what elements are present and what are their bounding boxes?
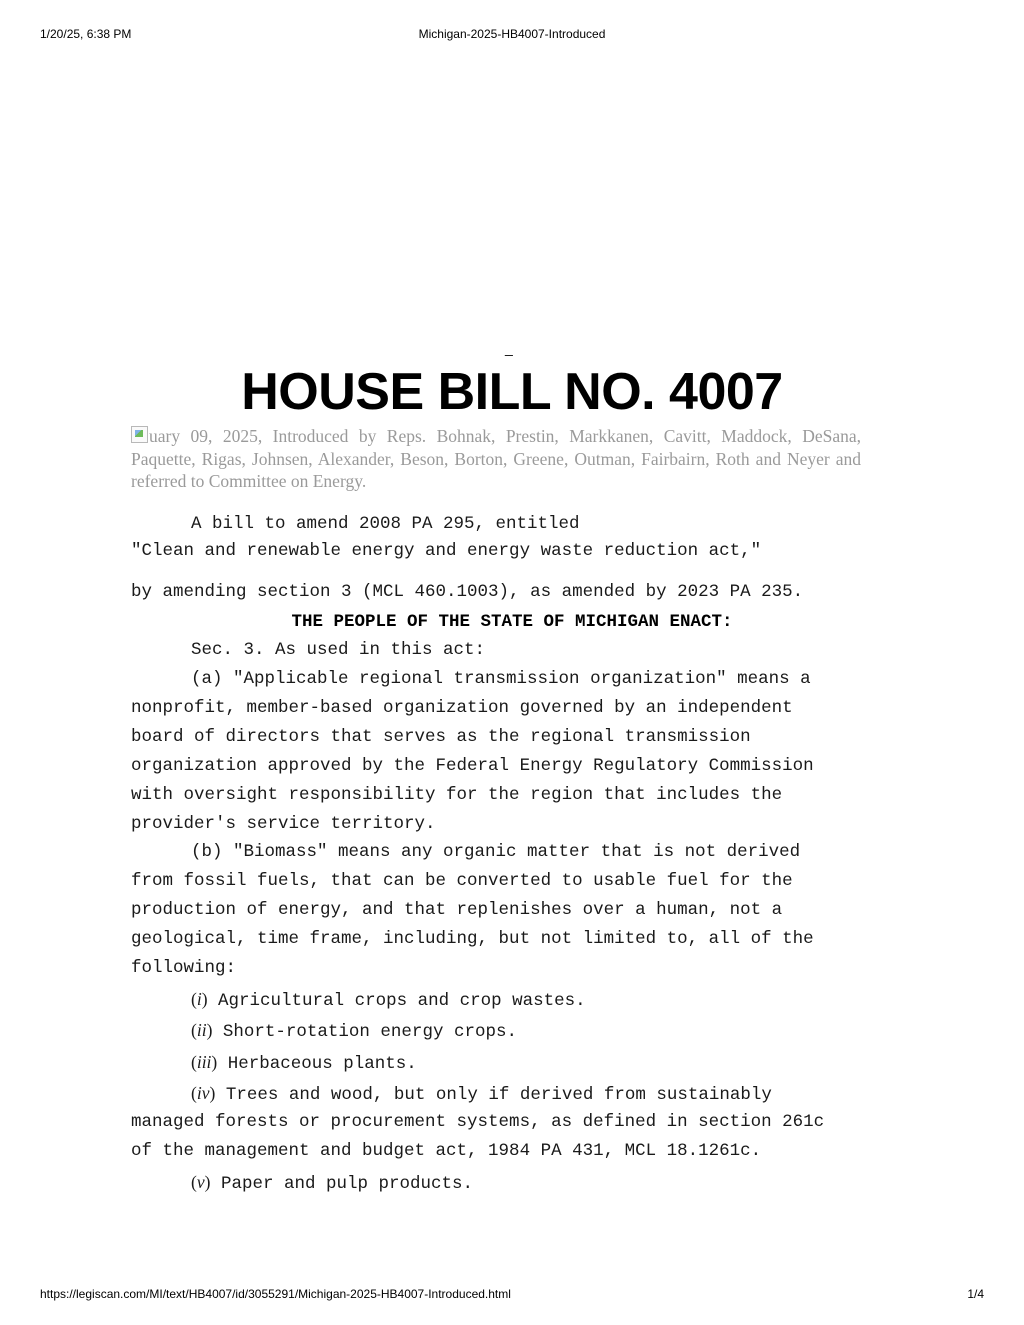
item-text: Paper and pulp products. (220, 1174, 473, 1194)
item-numeral: iii (196, 1052, 212, 1072)
def-a-line: organization approved by the Federal Energy Regulatory Commission (131, 756, 814, 776)
biomass-item: (iv) Trees and wood, but only if derived from sustainably (191, 1083, 772, 1105)
biomass-item: (i) Agricultural crops and crop wastes. (191, 989, 586, 1011)
def-a-line: nonprofit, member-based organization governed by an independent (131, 698, 793, 718)
bill-title: HOUSE BILL NO. 4007 (241, 363, 783, 421)
enacting-clause: THE PEOPLE OF THE STATE OF MICHIGAN ENACT: (291, 612, 733, 632)
underscore-mark: _ (505, 340, 513, 356)
item-text: Agricultural crops and crop wastes. (218, 991, 586, 1011)
def-b-line: production of energy, and that replenishes over a human, not a (131, 900, 783, 920)
biomass-item-continuation: managed forests or procurement systems, as defined in section 261c (131, 1112, 825, 1132)
introduction-text: uary 09, 2025, Introduced by Reps. Bohnak, Prestin, Markkanen, Cavitt, Maddock, DeSana, Paquette, Rigas, Johnsen, Alexander, Beson, Borton, Greene, Outman, Fairbairn, Roth and Neyer and referred to Committee on Energy. (131, 426, 861, 491)
amend-line-2: "Clean and renewable energy and energy waste reduction act," (131, 541, 762, 561)
item-numeral: v (196, 1172, 205, 1192)
item-text: Short-rotation energy crops. (222, 1022, 517, 1042)
item-numeral: i (196, 989, 202, 1009)
print-page-number: 1/4 (967, 1287, 984, 1301)
item-numeral: ii (196, 1020, 207, 1040)
biomass-item: (ii) Short-rotation energy crops. (191, 1020, 517, 1042)
print-datetime: 1/20/25, 6:38 PM (40, 27, 132, 41)
item-numeral: iv (196, 1083, 210, 1103)
print-doc-title: Michigan-2025-HB4007-Introduced (418, 27, 606, 41)
biomass-item: (v) Paper and pulp products. (191, 1172, 473, 1194)
biomass-item-continuation: of the management and budget act, 1984 PA 431, MCL 18.1261c. (131, 1141, 762, 1161)
def-a-line: with oversight responsibility for the region that includes the (131, 785, 783, 805)
print-url: https://legiscan.com/MI/text/HB4007/id/3055291/Michigan-2025-HB4007-Introduced.html (40, 1287, 511, 1301)
item-text: Herbaceous plants. (227, 1054, 417, 1074)
def-b-line: from fossil fuels, that can be converted to usable fuel for the (131, 871, 793, 891)
def-b-line: (b) "Biomass" means any organic matter that is not derived (191, 842, 801, 862)
def-a-line: (a) "Applicable regional transmission organization" means a (191, 669, 811, 689)
bill-introduction (131, 425, 861, 493)
broken-image-icon (131, 426, 148, 443)
amend-line-1: A bill to amend 2008 PA 295, entitled (191, 514, 580, 534)
def-b-line: following: (131, 958, 237, 978)
amend-line-3: by amending section 3 (MCL 460.1003), as amended by 2023 PA 235. (131, 582, 804, 602)
item-text: Trees and wood, but only if derived from sustainably (225, 1085, 772, 1105)
def-a-line: board of directors that serves as the regional transmission (131, 727, 751, 747)
biomass-item: (iii) Herbaceous plants. (191, 1052, 417, 1074)
def-a-line: provider's service territory. (131, 814, 436, 834)
def-b-line: geological, time frame, including, but not limited to, all of the (131, 929, 814, 949)
section-3-heading: Sec. 3. As used in this act: (191, 640, 486, 660)
